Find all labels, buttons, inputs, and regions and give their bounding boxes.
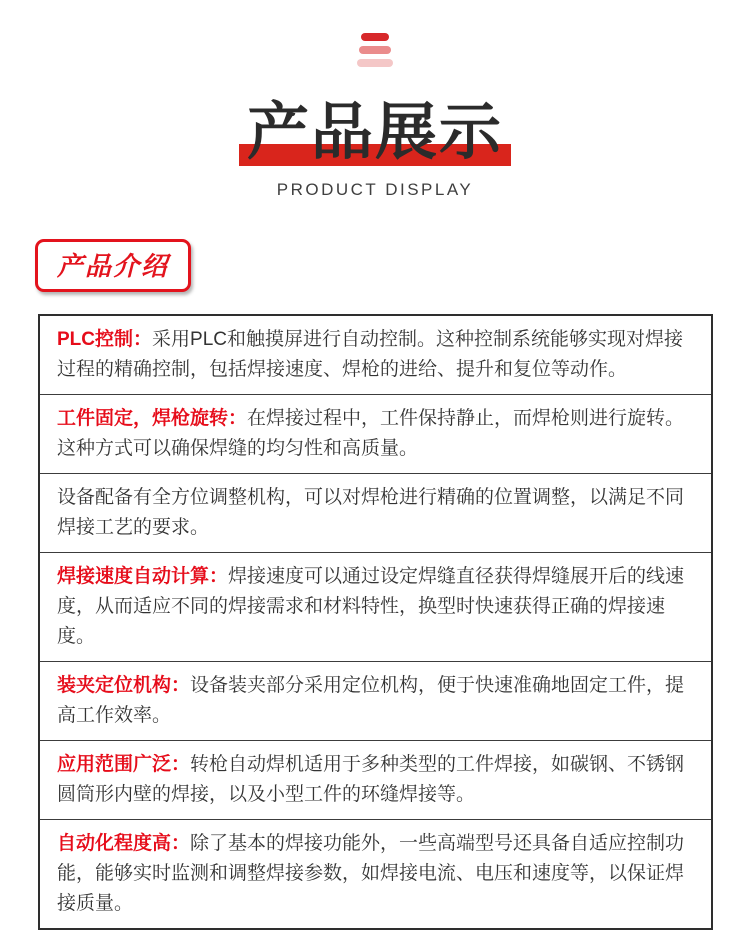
intro-item-heading: 工件固定，焊枪旋转： [57,408,248,430]
intro-item-body: 设备配备有全方位调整机构，可以对焊枪进行精确的位置调整，以满足不同焊接工艺的要求。 [57,487,685,539]
section-label-badge [35,239,191,292]
triple-bars-icon [357,33,393,72]
intro-item-plc-control [40,316,711,394]
bar-middle [359,46,391,54]
intro-item-heading: 焊接速度自动计算： [57,566,229,588]
intro-box [38,314,713,930]
intro-item-body: 转枪自动焊机适用于多种类型的工件焊接，如碳钢、不锈钢圆筒形内壁的焊接，以及小型工件的环缝焊接等。 [57,754,685,806]
intro-item-workpiece-fixed [40,394,711,473]
page-title-wrap [247,98,503,167]
intro-item-heading: 自动化程度高： [57,833,191,855]
bar-bottom [357,59,393,67]
intro-item-body: 采用PLC和触摸屏进行自动控制。这种控制系统能够实现对焊接过程的精确控制，包括焊接速度、焊枪的进给、提升和复位等动作。 [57,329,683,381]
page-subtitle: PRODUCT DISPLAY [276,180,474,200]
intro-item-heading: 应用范围广泛： [57,754,191,776]
intro-item-heading: PLC控制： [57,329,153,351]
intro-item-body: 除了基本的焊接功能外，一些高端型号还具备自适应控制功能，能够实时监测和调整焊接参数，如焊接电流、电压和速度等，以保证焊接质量。 [57,833,685,915]
intro-item-speed-auto-calc [40,552,711,661]
intro-item-heading: 装夹定位机构： [57,675,191,697]
section-label-text: 产品介绍 [57,251,170,282]
intro-item-body: 在焊接过程中，工件保持静止，而焊枪则进行旋转。这种方式可以确保焊缝的均匀性和高质量。 [57,408,685,460]
header [0,0,750,200]
intro-item-adjustment-mechanism [40,473,711,552]
intro-item-wide-application [40,740,711,819]
intro-item-body: 设备装夹部分采用定位机构，便于快速准确地固定工件，提高工作效率。 [57,675,685,727]
page-title: 产品展示 [246,98,503,167]
intro-item-body: 焊接速度可以通过设定焊缝直径获得焊缝展开后的线速度，从而适应不同的焊接需求和材料特性，换型时快速获得正确的焊接速度。 [57,566,685,648]
intro-item-clamping-mechanism [40,661,711,740]
bar-top [361,33,389,41]
intro-item-high-automation [40,819,711,928]
